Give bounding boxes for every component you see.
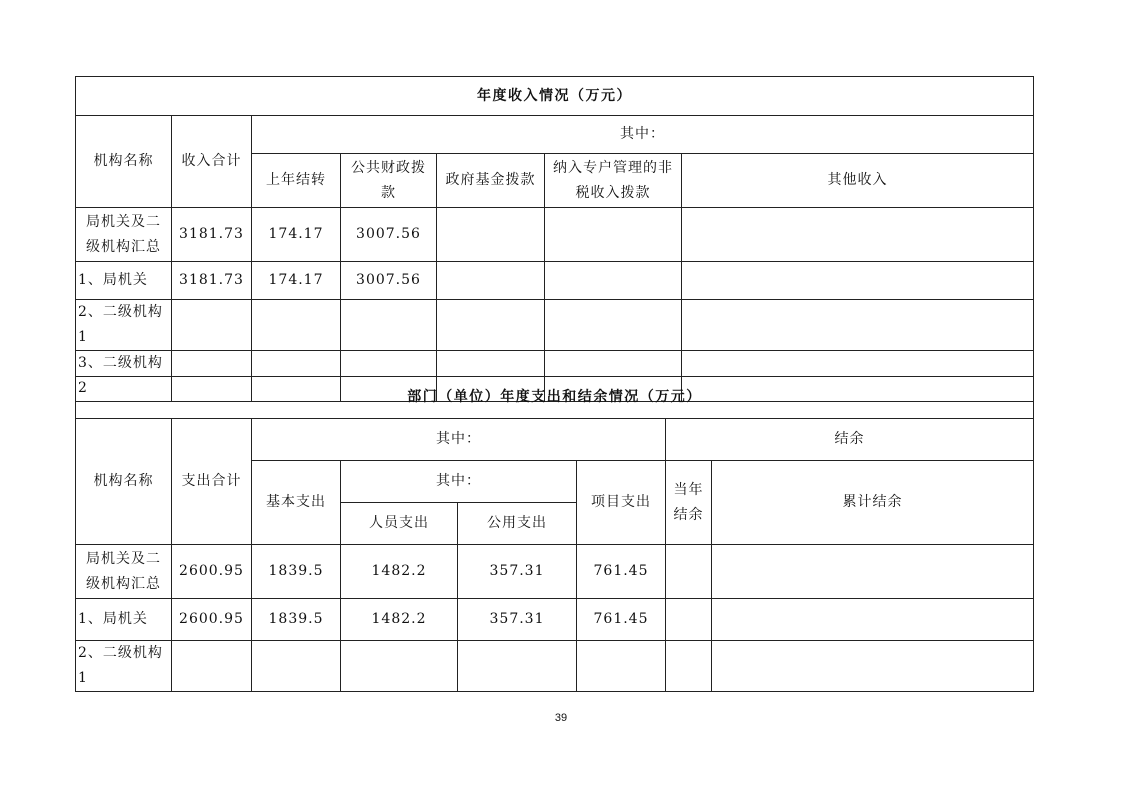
basic-among-header: 其中： (341, 461, 577, 503)
expense-org-header: 机构名称 (76, 419, 172, 545)
project-header: 项目支出 (577, 461, 666, 545)
income-org-header: 机构名称 (76, 116, 172, 208)
total-cell: 2600.95 (172, 545, 252, 599)
personnel-cell: 1482.2 (341, 545, 458, 599)
org-name: 1、局机关 (76, 262, 172, 300)
current-balance-cell (666, 545, 712, 599)
personnel-cell: 1482.2 (341, 599, 458, 641)
special-cell (545, 300, 682, 351)
project-cell (577, 641, 666, 692)
carry-cell: 174.17 (252, 208, 341, 262)
public-use-header: 公用支出 (458, 503, 577, 545)
cumulative-balance-cell (712, 545, 1034, 599)
cumulative-balance-cell (712, 599, 1034, 641)
public-use-cell (458, 641, 577, 692)
table-row (76, 545, 1034, 599)
personnel-header: 人员支出 (341, 503, 458, 545)
fund-cell (437, 300, 545, 351)
expense-total-header: 支出合计 (172, 419, 252, 545)
table-row (76, 641, 1034, 692)
personnel-cell (341, 641, 458, 692)
income-special-header: 纳入专户管理的非税收入拨款 (545, 154, 682, 208)
income-other-header: 其他收入 (682, 154, 1034, 208)
carry-cell (252, 300, 341, 351)
total-cell: 3181.73 (172, 262, 252, 300)
table-row (76, 300, 1034, 351)
special-cell (545, 208, 682, 262)
public-cell: 3007.56 (341, 208, 437, 262)
income-among-header: 其中： (252, 116, 1034, 154)
table-row (76, 262, 1034, 300)
basic-header: 基本支出 (252, 461, 341, 545)
org-name: 2、二级机构1 (76, 641, 172, 692)
public-cell: 3007.56 (341, 262, 437, 300)
table-row (76, 208, 1034, 262)
income-table (75, 76, 1034, 402)
project-cell: 761.45 (577, 545, 666, 599)
cumulative-balance-header: 累计结余 (712, 461, 1034, 545)
expense-title: 部门（单位）年度支出和结余情况（万元） (76, 377, 1034, 419)
table-row (76, 599, 1034, 641)
basic-cell: 1839.5 (252, 599, 341, 641)
income-carry-header: 上年结转 (252, 154, 341, 208)
org-name: 2、二级机构1 (76, 300, 172, 351)
expense-table (75, 376, 1034, 692)
cumulative-balance-cell (712, 641, 1034, 692)
total-cell (172, 300, 252, 351)
org-name: 1、局机关 (76, 599, 172, 641)
public-use-cell: 357.31 (458, 599, 577, 641)
org-name: 局机关及二级机构汇总 (76, 208, 172, 262)
total-cell: 3181.73 (172, 208, 252, 262)
expense-among-header: 其中： (252, 419, 666, 461)
income-public-header: 公共财政拨款 (341, 154, 437, 208)
other-cell (682, 300, 1034, 351)
total-cell: 2600.95 (172, 599, 252, 641)
fund-cell (437, 208, 545, 262)
basic-cell (252, 641, 341, 692)
org-name: 局机关及二级机构汇总 (76, 545, 172, 599)
fund-cell (437, 262, 545, 300)
current-balance-header: 当年结余 (666, 461, 712, 545)
basic-cell: 1839.5 (252, 545, 341, 599)
other-cell (682, 262, 1034, 300)
income-title: 年度收入情况（万元） (76, 77, 1034, 116)
current-balance-cell (666, 599, 712, 641)
public-cell (341, 300, 437, 351)
income-total-header: 收入合计 (172, 116, 252, 208)
carry-cell: 174.17 (252, 262, 341, 300)
balance-header: 结余 (666, 419, 1034, 461)
current-balance-cell (666, 641, 712, 692)
project-cell: 761.45 (577, 599, 666, 641)
org-name: 3、二级机构2 (76, 351, 172, 402)
income-fund-header: 政府基金拨款 (437, 154, 545, 208)
total-cell (172, 641, 252, 692)
public-use-cell: 357.31 (458, 545, 577, 599)
other-cell (682, 208, 1034, 262)
page-number: 39 (554, 712, 568, 724)
special-cell (545, 262, 682, 300)
